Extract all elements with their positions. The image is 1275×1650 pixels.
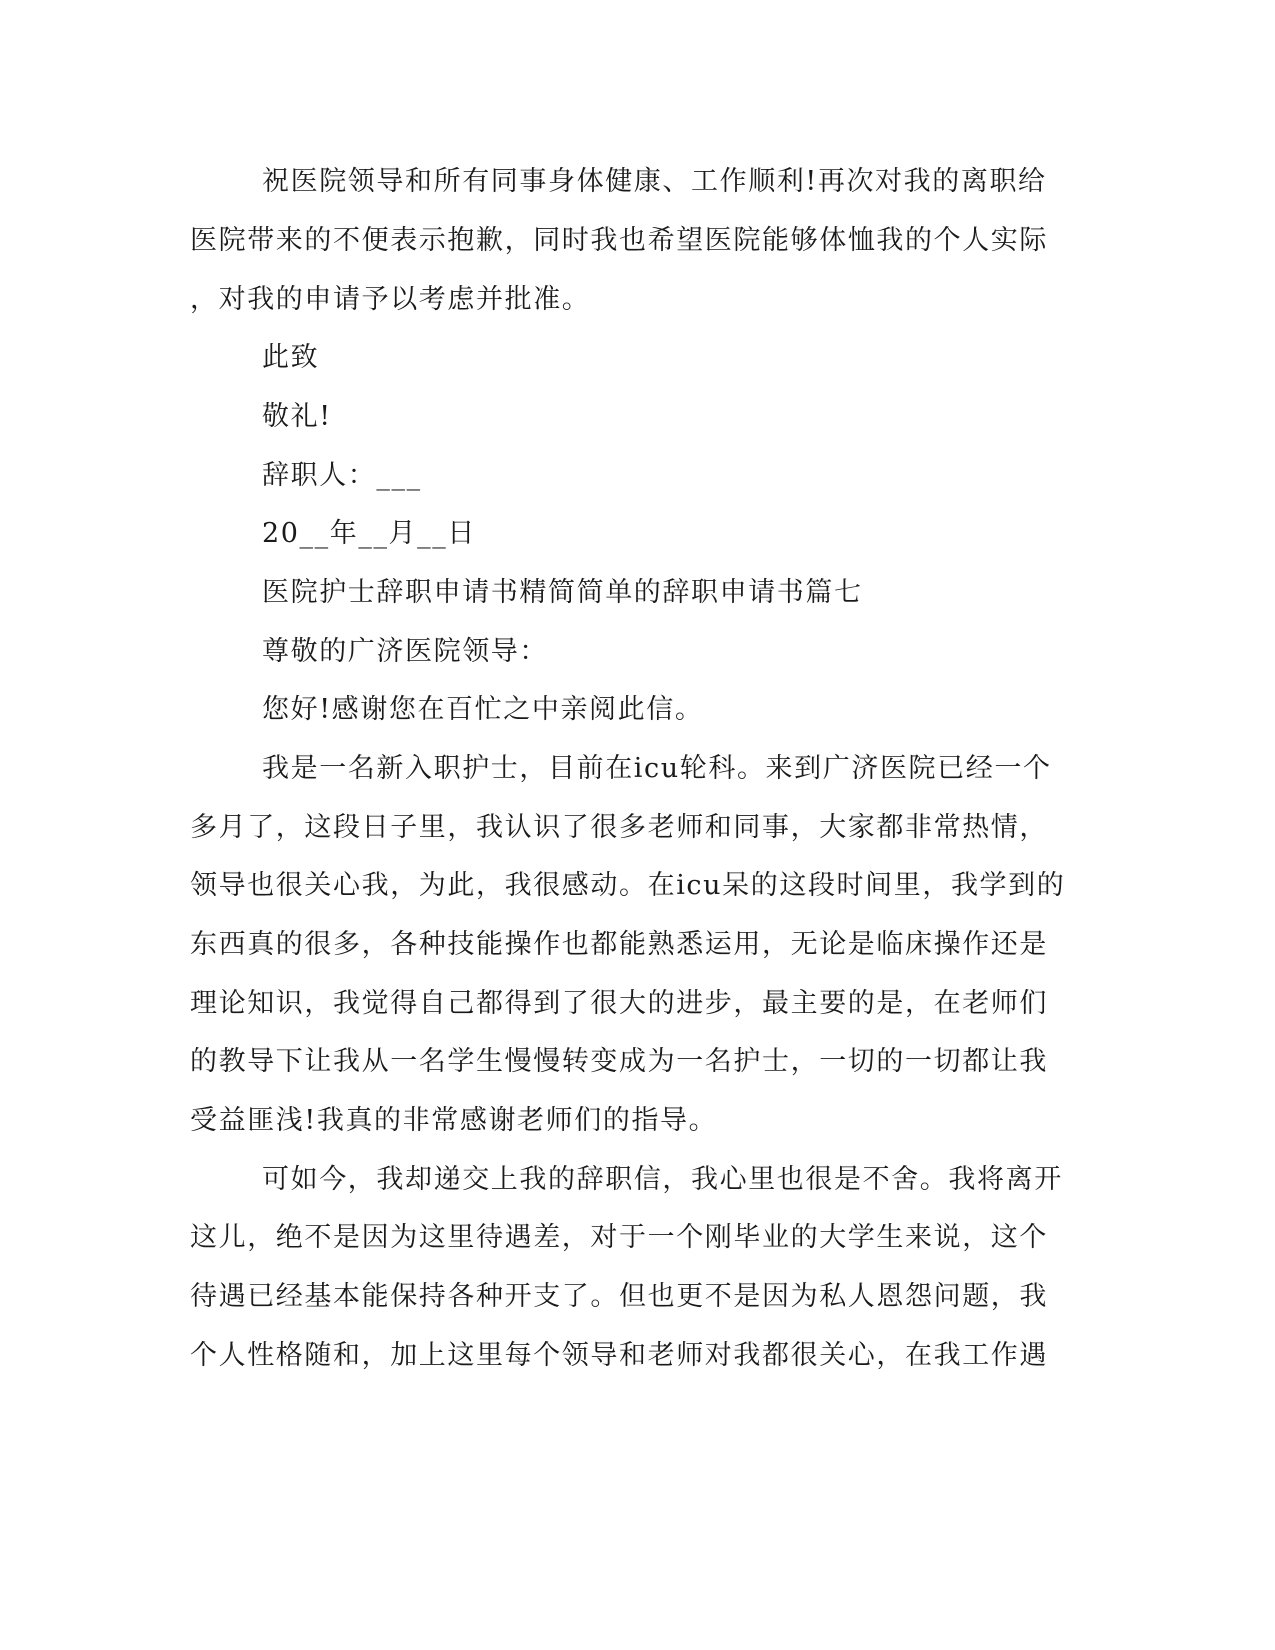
paragraph-2-line-1: 可如今，我却递交上我的辞职信，我心里也很是不舍。我将离开 (262, 1164, 1063, 1195)
paragraph-1-line-7: 受益匪浅!我真的非常感谢老师们的指导。 (190, 1105, 718, 1136)
paragraph-1-line-5: 理论知识，我觉得自己都得到了很大的进步，最主要的是，在老师们 (190, 988, 1048, 1019)
paragraph-1-line-2: 多月了，这段日子里，我认识了很多老师和同事，大家都非常热情， (190, 812, 1048, 843)
paragraph-2-line-4: 个人性格随和，加上这里每个领导和老师对我都很关心，在我工作遇 (190, 1340, 1048, 1371)
paragraph-1-line-6: 的教导下让我从一名学生慢慢转变成为一名护士，一切的一切都让我 (190, 1046, 1048, 1077)
closing-line-1: 祝医院领导和所有同事身体健康、工作顺利!再次对我的离职给 (262, 166, 1047, 197)
paragraph-1-line-3: 领导也很关心我，为此，我很感动。在icu呆的这段时间里，我学到的 (190, 870, 1066, 901)
closing-line-3: ，对我的申请予以考虑并批准。 (190, 284, 591, 315)
paragraph-1-line-4: 东西真的很多，各种技能操作也都能熟悉运用，无论是临床操作还是 (190, 929, 1048, 960)
salutation-jing-li: 敬礼! (262, 401, 332, 432)
salutation-ci-zhi: 此致 (262, 342, 320, 373)
signature-line: 辞职人：___ (262, 460, 422, 491)
paragraph-1-line-1: 我是一名新入职护士，目前在icu轮科。来到广济医院已经一个 (262, 753, 1052, 784)
closing-line-2: 医院带来的不便表示抱歉，同时我也希望医院能够体恤我的个人实际 (190, 225, 1048, 256)
paragraph-2-line-3: 待遇已经基本能保持各种开支了。但也更不是因为私人恩怨问题，我 (190, 1281, 1048, 1312)
greeting-line: 尊敬的广济医院领导： (262, 636, 548, 667)
section-title: 医院护士辞职申请书精简简单的辞职申请书篇七 (262, 577, 863, 608)
date-line: 20__年__月__日 (262, 518, 476, 549)
intro-line: 您好!感谢您在百忙之中亲阅此信。 (262, 694, 704, 725)
paragraph-2-line-2: 这儿，绝不是因为这里待遇差，对于一个刚毕业的大学生来说，这个 (190, 1222, 1048, 1253)
